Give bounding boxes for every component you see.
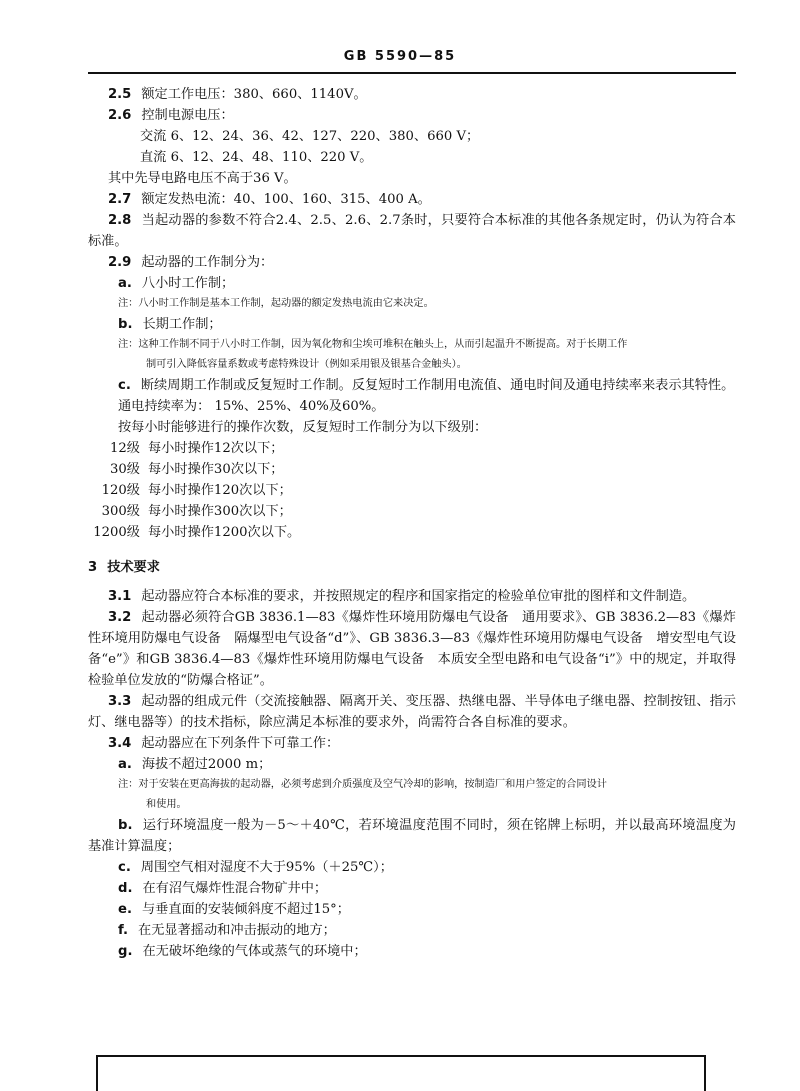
condition-d <box>88 878 736 899</box>
level-list <box>88 438 736 543</box>
item-a <box>88 273 736 294</box>
level-text: 每小时操作120次以下； <box>148 483 292 498</box>
item-text: 运行环境温度一般为－5～＋40℃，若环境温度范围不同时，须在铭牌上标明，并以最高环境温度为基准计算温度； <box>88 818 736 854</box>
item-label: b. <box>118 818 133 833</box>
item-text: 断续周期工作制或反复短时工作制。反复短时工作制用电流值、通电时间及通电持续率来表示其特性。 <box>140 378 735 393</box>
level-label: 1200级 <box>93 525 140 540</box>
clause-number: 2.6 <box>108 108 132 123</box>
note-a: 注：八小时工作制是基本工作制，起动器的额定发热电流由它来决定。 <box>118 298 434 309</box>
note-condition-a-continued: 和使用。 <box>146 799 187 810</box>
item-label: d. <box>118 881 133 896</box>
condition-a <box>88 754 736 775</box>
condition-g <box>88 941 736 962</box>
levels-intro: 按每小时能够进行的操作次数，反复短时工作制分为以下级别： <box>118 420 488 435</box>
page-header-title: GB 5590—85 <box>343 49 457 64</box>
clause-3-1 <box>88 586 736 607</box>
level-item <box>88 459 736 480</box>
ac-voltage-line: 交流 6、12、24、36、42、127、220、380、660 V； <box>140 129 480 144</box>
item-label: f. <box>118 923 129 938</box>
clause-number: 2.9 <box>108 255 132 270</box>
condition-c <box>88 857 736 878</box>
item-text: 海拔不超过2000 m； <box>141 757 272 772</box>
pilot-circuit-line: 其中先导电路电压不高于36 V。 <box>108 171 297 186</box>
clause-text: 起动器的组成元件（交流接触器、隔离开关、变压器、热继电器、半导体电子继电器、控制按钮、指示灯、继电器等）的技术指标，除应满足本标准的要求外，尚需符合各自标准的要求。 <box>88 694 736 730</box>
level-text: 每小时操作30次以下； <box>148 462 284 477</box>
level-label: 30级 <box>110 462 140 477</box>
clause-text: 当起动器的参数不符合2.4、2.5、2.6、2.7条时，只要符合本标准的其他各条规定时，仍认为符合本标准。 <box>88 213 736 249</box>
clause-number: 3.3 <box>108 694 132 709</box>
footer-box <box>96 1055 706 1091</box>
clause-2-5 <box>88 84 736 105</box>
item-text: 八小时工作制； <box>141 276 235 291</box>
item-text: 长期工作制； <box>142 317 222 332</box>
level-label: 120级 <box>101 483 140 498</box>
clause-3-2 <box>88 607 736 691</box>
clause-2-9 <box>88 252 736 273</box>
condition-b <box>88 815 736 857</box>
item-c <box>88 375 736 396</box>
clause-text: 起动器的工作制分为： <box>141 255 274 270</box>
clause-number: 3.4 <box>108 736 132 751</box>
level-item <box>88 438 736 459</box>
item-label: c. <box>118 378 131 393</box>
clause-number: 2.5 <box>108 87 132 102</box>
clause-2-8 <box>88 210 736 252</box>
condition-e <box>88 899 736 920</box>
note-b: 注：这种工作制不同于八小时工作制，因为氧化物和尘埃可堆积在触头上，从而引起温升不断提高。对于长期工作 <box>118 339 628 350</box>
clause-3-4 <box>88 733 736 754</box>
level-label: 300级 <box>101 504 140 519</box>
level-item <box>88 480 736 501</box>
item-label: a. <box>118 757 132 772</box>
level-text: 每小时操作300次以下； <box>148 504 292 519</box>
section-gap <box>88 543 736 557</box>
item-text: 在无显著摇动和冲击振动的地方； <box>138 923 336 938</box>
clause-text: 额定发热电流：40、100、160、315、400 A。 <box>141 192 431 207</box>
section-title-text: 技术要求 <box>107 560 160 575</box>
clause-2-7 <box>88 189 736 210</box>
level-text: 每小时操作12次以下； <box>148 441 284 456</box>
clause-text: 控制电源电压： <box>141 108 234 123</box>
document-body <box>88 84 736 962</box>
section-number: 3 <box>88 560 98 575</box>
item-text: 在无破坏绝缘的气体或蒸气的环境中； <box>142 944 367 959</box>
level-label: 12级 <box>110 441 140 456</box>
item-label: b. <box>118 317 133 332</box>
level-text: 每小时操作1200次以下。 <box>148 525 301 540</box>
duty-ratio-line: 通电持续率为： 15%、25%、40%及60%。 <box>118 399 385 414</box>
note-b-continued: 制可引入降低容量系数或考虑特殊设计（例如采用银及银基合金触头）。 <box>146 359 467 370</box>
dc-voltage-line: 直流 6、12、24、48、110、220 V。 <box>140 150 373 165</box>
item-label: e. <box>118 902 132 917</box>
clause-text: 起动器应在下列条件下可靠工作： <box>141 736 340 751</box>
section-3-title <box>88 557 736 578</box>
item-label: c. <box>118 860 131 875</box>
level-item <box>88 522 736 543</box>
clause-2-6 <box>88 105 736 126</box>
item-text: 在有沼气爆炸性混合物矿井中； <box>142 881 328 896</box>
note-condition-a: 注：对于安装在更高海拔的起动器，必须考虑到介质强度及空气冷却的影响，按制造厂和用户签定的合同设计 <box>118 779 607 790</box>
clause-3-3 <box>88 691 736 733</box>
item-b <box>88 314 736 335</box>
header-rule <box>88 72 736 74</box>
item-label: g. <box>118 944 133 959</box>
clause-number: 2.8 <box>108 213 132 228</box>
section-gap <box>88 578 736 586</box>
clause-number: 2.7 <box>108 192 132 207</box>
item-text: 周围空气相对湿度不大于95%（＋25℃）； <box>140 860 393 875</box>
condition-f <box>88 920 736 941</box>
clause-number: 3.1 <box>108 589 132 604</box>
item-text: 与垂直面的安装倾斜度不超过15°； <box>141 902 350 917</box>
clause-text: 起动器应符合本标准的要求，并按照规定的程序和国家指定的检验单位审批的图样和文件制造。 <box>141 589 696 604</box>
item-label: a. <box>118 276 132 291</box>
clause-text: 起动器必须符合GB 3836.1—83《爆炸性环境用防爆电气设备 通用要求》、GB 3836.2—83《爆炸性环境用防爆电气设备 隔爆型电气设备“d”》、GB 3836.3—83《爆炸性环境用防爆电气设备 增安型电气设备“e”》和GB 3836.4—83《爆炸性环境用防爆电气设备 本质安全型电路和电气设备“i”》中的规定，并取得检验单位发放的“防爆合格证”。 <box>88 610 736 688</box>
clause-number: 3.2 <box>108 610 132 625</box>
clause-text: 额定工作电压：380、660、1140V。 <box>141 87 367 102</box>
level-item <box>88 501 736 522</box>
